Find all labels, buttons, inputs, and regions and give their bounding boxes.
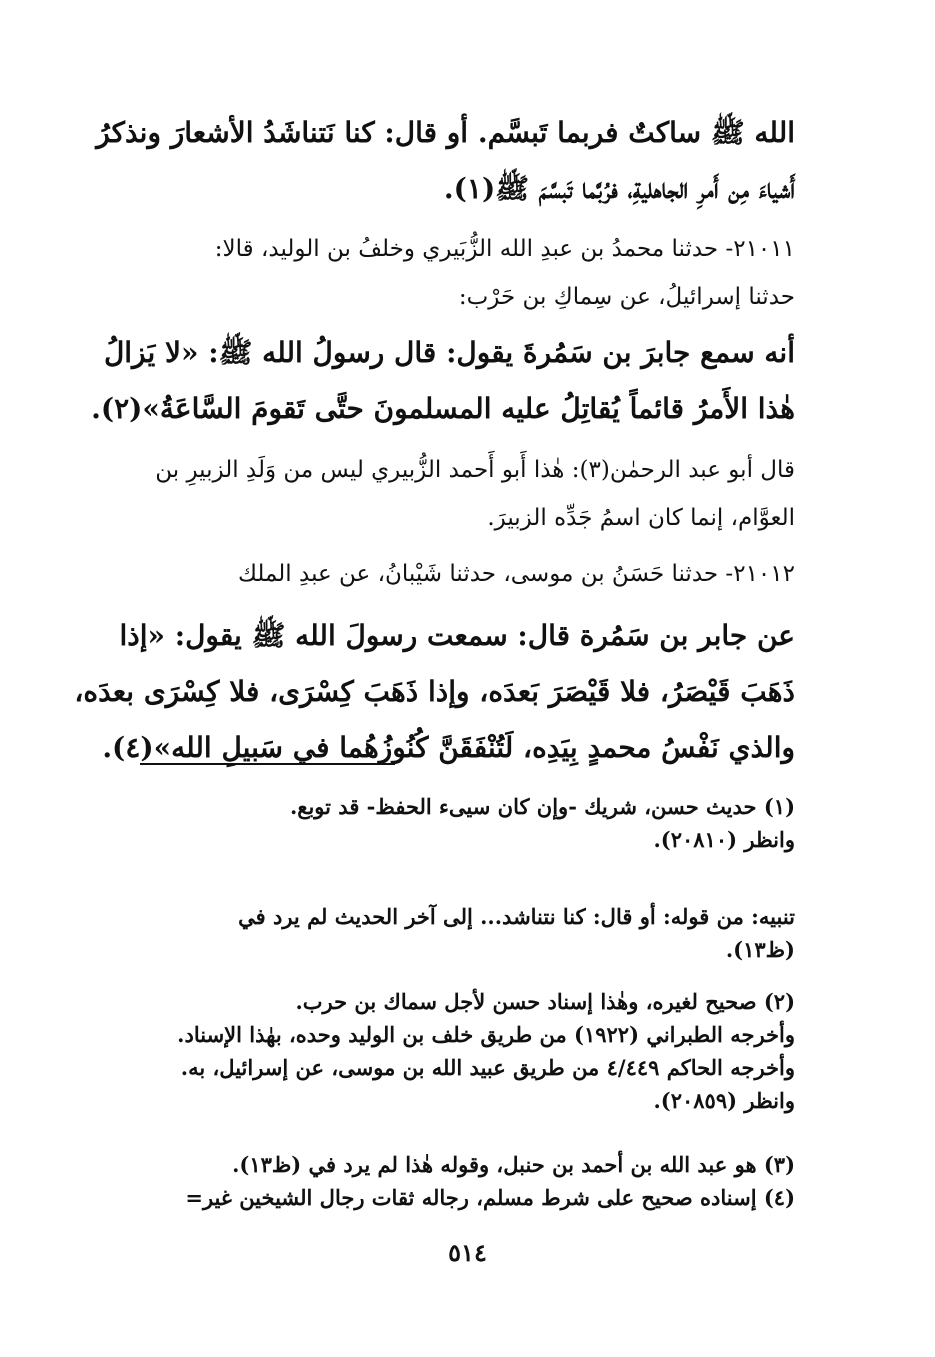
footnote-note [140, 900, 795, 966]
footnote-line: (ظ١٣). [725, 937, 795, 962]
footnote-line: (١) حديث حسن، شريك -وإن كان سيىء الحفظ- قد توبع. [289, 794, 795, 819]
text-line: العوَّام، إنما كان اسمُ جَدِّه الزبيرَ. [487, 505, 795, 531]
text-line: والذي نَفْسُ محمدٍ بِيَدِه، لَتُنْفَقَنَّ كُنُوزُهُما في سَبيلِ الله»(٤). [102, 731, 795, 764]
hadith-21012-matn [74, 608, 795, 776]
footnote-1 [140, 790, 795, 856]
editor-comment [140, 446, 795, 542]
footnote-2 [140, 985, 795, 1117]
hadith-21012-isnad [140, 550, 795, 598]
text-line: حدثنا إسرائيلُ، عن سِماكِ بن حَرْب: [458, 284, 795, 310]
page-number: ٥١٤ [448, 1238, 487, 1267]
text-line: قال أبو عبد الرحمٰن(٣): هٰذا أَبو أَحمد الزُّبيري ليس من وَلَدِ الزبيرِ بن [155, 457, 795, 483]
footnote-line: وأخرجه الحاكم ٤/٤٤٩ من طريق عبيد الله بن موسى، عن إسرائيل، به. [180, 1055, 795, 1080]
text-line: ذَهَبَ قَيْصَرُ، فلا قَيْصَرَ بَعدَه، وإذا ذَهَبَ كِسْرَى، فلا كِسْرَى بعدَه، [74, 675, 795, 708]
footnote-3-4 [140, 1148, 795, 1214]
text-line: الله ﷺ ساكتٌ فربما تَبسَّم. أو قال: كنا نَتناشَدُ الأشعارَ ونذكرُ [96, 116, 795, 149]
footnote-line: (٢) صحيح لغيره، وهٰذا إسناد حسن لأجل سماك بن حرب. [295, 989, 795, 1014]
text-line: هٰذا الأَمرُ قائماً يُقاتِلُ عليه المسلمونَ حتَّى تَقومَ السَّاعَةُ»(٢). [91, 392, 795, 425]
footnote-separator [140, 763, 395, 765]
paragraph-continuation [96, 105, 795, 217]
footnote-line: (٤) إسناده صحيح على شرط مسلم، رجاله ثقات رجال الشيخين غير= [185, 1185, 795, 1210]
text-line: ٢١٠١١- حدثنا محمدُ بن عبدِ الله الزُّبَيري وخلفُ بن الوليد، قالا: [214, 236, 795, 262]
text-line: عن جابر بن سَمُرة قال: سمعت رسولَ الله ﷺ يقول: «إذا [119, 619, 795, 652]
footnote-line: وأخرجه الطبراني (١٩٢٢) من طريق خلف بن الوليد وحده، بهٰذا الإسناد. [177, 1022, 795, 1047]
hadith-21011-matn [91, 325, 795, 437]
hadith-21011-isnad [140, 225, 795, 321]
text-line: ٢١٠١٢- حدثنا حَسَنُ بن موسى، حدثنا شَيْبانُ، عن عبدِ الملك [238, 561, 795, 587]
footnote-line: (٣) هو عبد الله بن أحمد بن حنبل، وقوله هٰذا لم يرد في (ظ١٣). [232, 1152, 795, 1177]
text-line: أنه سمع جابرَ بن سَمُرةَ يقول: قال رسولُ الله ﷺ: «لا يَزالُ [103, 336, 795, 369]
text-line: أَشياءَ مِن أَمرِ الجاهليةِ، فرُبَّما تَبسَّمَ ﷺ(١). [443, 172, 795, 205]
footnote-line: وانظر (٢٠٨٥٩). [653, 1088, 795, 1113]
footnote-line: وانظر (٢٠٨١٠). [653, 827, 795, 852]
footnote-line: تنبيه: من قوله: أو قال: كنا نتناشد... إلى آخر الحديث لم يرد في [238, 904, 795, 929]
